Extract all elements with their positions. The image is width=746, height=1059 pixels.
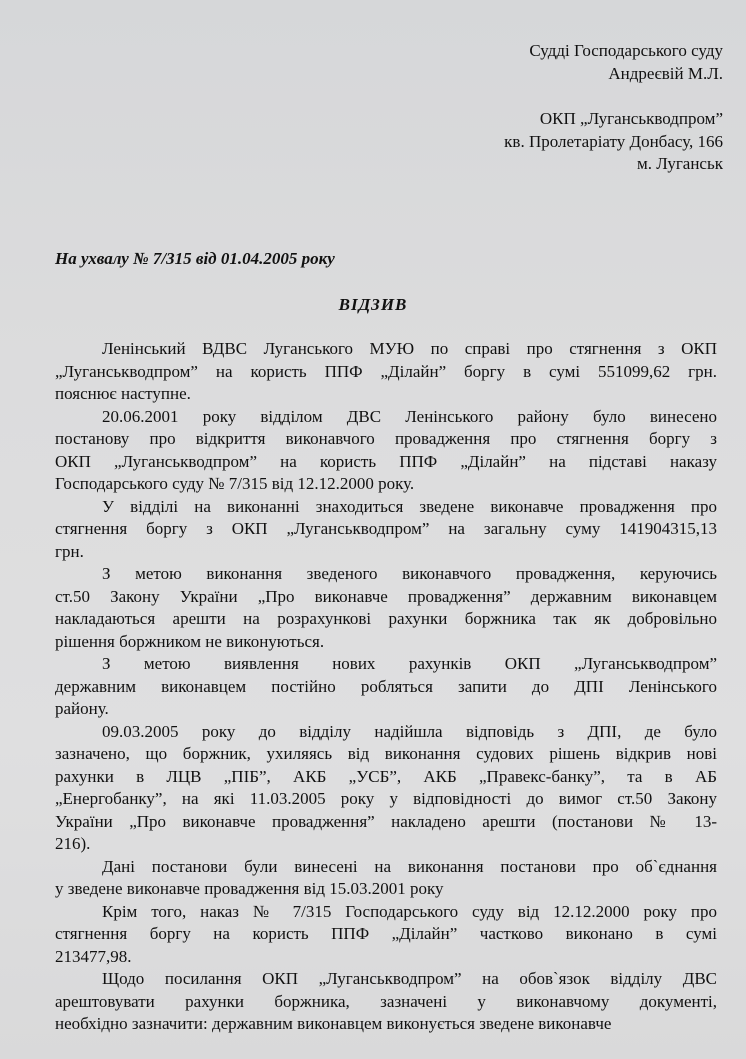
paragraph-line: ст.50 Закону України „Про виконавче провадження” державним виконавцем bbox=[55, 586, 717, 606]
recipient-line: Судді Господарського суду bbox=[529, 41, 723, 60]
paragraph bbox=[55, 406, 717, 496]
paragraph-line: накладаються арешти на розрахункові рахунки боржника так як добровільно bbox=[55, 609, 717, 628]
paragraph bbox=[55, 496, 717, 564]
sender-line: ОКП „Луганськводпром” bbox=[539, 109, 723, 128]
paragraph-line: грн. bbox=[55, 541, 84, 561]
paragraph-line: 20.06.2001 року відділом ДВС Ленінського району було винесено bbox=[102, 406, 717, 426]
paragraph-line: необхідно зазначити: державним виконавцем виконується зведене виконавче bbox=[55, 1014, 612, 1033]
paragraph-line: 09.03.2005 року до відділу надійшла відповідь з ДПІ, де було bbox=[102, 721, 717, 741]
paragraph-line: З метою виявлення нових рахунків ОКП „Луганськводпром” bbox=[102, 654, 717, 673]
paragraph-line: Дані постанови були винесені на виконання постанови про об`єднання bbox=[102, 856, 717, 876]
document-body bbox=[55, 338, 717, 1036]
recipient-block bbox=[529, 40, 723, 85]
document-title: ВІДЗИВ bbox=[338, 295, 408, 314]
paragraph-line: стягнення боргу з ОКП „Луганськводпром” на загальну суму 141904315,13 bbox=[55, 519, 717, 538]
paragraph bbox=[55, 901, 717, 969]
paragraph-line: постанову про відкриття виконавчого провадження про стягнення боргу з bbox=[55, 429, 717, 448]
paragraph-line: У відділі на виконанні знаходиться зведене виконавче провадження про bbox=[102, 496, 717, 516]
paragraph-line: ОКП „Луганськводпром” на користь ППФ „Ділайн” на підставі наказу bbox=[55, 451, 717, 471]
paragraph-line: зазначено, що боржник, ухиляясь від виконання судових рішень відкрив нові bbox=[55, 744, 717, 763]
paragraph bbox=[55, 653, 717, 721]
paragraph bbox=[55, 856, 717, 901]
paragraph-line: рішення боржником не виконуються. bbox=[55, 631, 325, 651]
paragraph bbox=[55, 338, 717, 406]
paragraph-line: Крім того, наказ № 7/315 Господарського суду від 12.12.2000 року про bbox=[102, 901, 717, 921]
paragraph-line: державним виконавцем постійно робляться запити до ДПІ Ленінського bbox=[55, 676, 717, 696]
paragraph-line: 216). bbox=[55, 834, 91, 853]
recipient-line: Андреєвій М.Л. bbox=[608, 63, 723, 83]
paragraph-line: рахунки в ЛЦВ „ПІБ”, АКБ „УСБ”, АКБ „Правекс-банку”, та в АБ bbox=[55, 766, 717, 786]
paragraph-line: Ленінський ВДВС Луганського МУЮ по справі про стягнення з ОКП bbox=[102, 339, 717, 358]
paragraph-line: арештовувати рахунки боржника, зазначені у виконавчому документі, bbox=[55, 991, 717, 1011]
paragraph-line: „Енергобанку”, на які 11.03.2005 року у відповідності до вимог ст.50 Закону bbox=[55, 789, 717, 808]
sender-line: м. Луганськ bbox=[636, 154, 723, 173]
paragraph bbox=[55, 563, 717, 653]
paragraph-line: стягнення боргу на користь ППФ „Ділайн” частково виконано в сумі bbox=[55, 924, 717, 943]
paragraph-line: З метою виконання зведеного виконавчого провадження, керуючись bbox=[102, 564, 717, 583]
paragraph bbox=[55, 968, 717, 1036]
sender-line: кв. Пролетаріату Донбасу, 166 bbox=[504, 131, 723, 151]
paragraph bbox=[55, 721, 717, 856]
paragraph-line: 213477,98. bbox=[55, 946, 132, 966]
paragraph-line: Господарського суду № 7/315 від 12.12.2000 року. bbox=[55, 474, 415, 493]
paragraph-line: України „Про виконавче провадження” накладено арешти (постанови № 13- bbox=[55, 811, 717, 831]
paragraph-line: „Луганськводпром” на користь ППФ „Ділайн” боргу в сумі 551099,62 грн. bbox=[55, 361, 717, 381]
subject-line: На ухвалу № 7/315 від 01.04.2005 року bbox=[55, 249, 335, 268]
paragraph-line: Щодо посилання ОКП „Луганськводпром” на обов`язок відділу ДВС bbox=[102, 969, 717, 988]
paragraph-line: у зведене виконавче провадження від 15.03.2001 року bbox=[55, 879, 444, 898]
paragraph-line: району. bbox=[55, 699, 109, 718]
paragraph-line: пояснює наступне. bbox=[55, 384, 191, 403]
sender-block bbox=[504, 108, 723, 176]
